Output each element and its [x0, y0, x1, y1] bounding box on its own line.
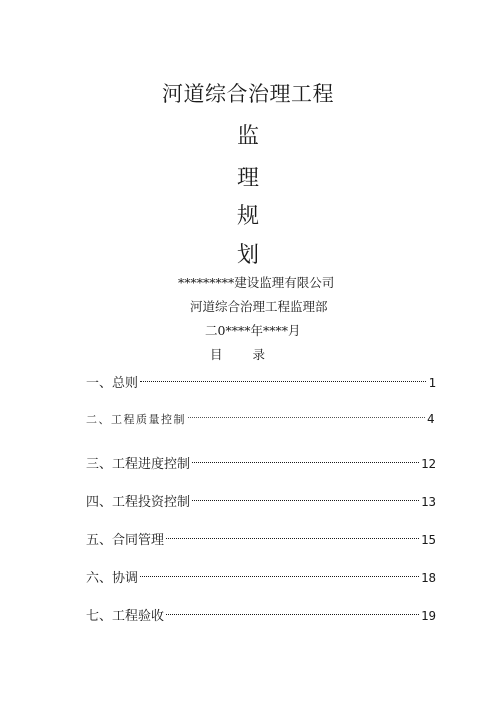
toc-entry-page: 12 [420, 456, 436, 471]
toc-leader-dots [166, 600, 419, 615]
toc-entry[interactable] [86, 491, 436, 511]
toc-entry[interactable] [86, 567, 436, 587]
toc-entry-page: 13 [420, 494, 436, 509]
vertical-title-char-1: 监 [236, 124, 259, 149]
toc-entry[interactable] [86, 605, 436, 625]
toc-entry-label: 三、工程进度控制 [86, 457, 191, 472]
toc-heading-right: 录 [252, 347, 266, 362]
department-name: 河道综合治理工程监理部 [190, 299, 328, 314]
vertical-title-char-4: 划 [236, 243, 259, 268]
toc-entry-label: 一、总则 [86, 376, 139, 391]
toc-entry-label: 七、工程验收 [86, 609, 165, 624]
toc-leader-dots [192, 486, 419, 501]
vertical-title-char-2: 理 [236, 166, 259, 191]
toc-entry-label: 六、协调 [86, 571, 139, 586]
toc-leader-dots [140, 562, 419, 577]
toc-entry-label: 五、合同管理 [86, 533, 165, 548]
toc-entry-page: 18 [420, 570, 436, 585]
toc-leader-dots [192, 448, 419, 463]
toc-entry[interactable] [86, 453, 436, 473]
toc-entry[interactable] [86, 372, 436, 392]
document-title: 河道综合治理工程 [162, 82, 334, 106]
company-name: *********建设监理有限公司 [178, 275, 335, 290]
vertical-title-char-3: 规 [236, 204, 259, 229]
toc-entry-page: 4 [426, 411, 436, 426]
toc-leader-dots [188, 403, 425, 418]
toc-entry-page: 1 [428, 375, 436, 390]
toc-leader-dots [166, 524, 419, 539]
toc-heading-left: 目 [210, 347, 223, 362]
document-date: 二0****年****月 [205, 323, 301, 338]
toc-heading [210, 345, 265, 363]
toc-entry-page: 15 [420, 532, 436, 547]
toc-entry-page: 19 [420, 608, 436, 623]
toc-entry[interactable] [86, 529, 436, 549]
toc-entry[interactable] [86, 408, 436, 428]
toc-entry-label: 二、工程质量控制 [86, 413, 186, 426]
toc-leader-dots [140, 367, 426, 382]
toc-entry-label: 四、工程投资控制 [86, 495, 191, 510]
